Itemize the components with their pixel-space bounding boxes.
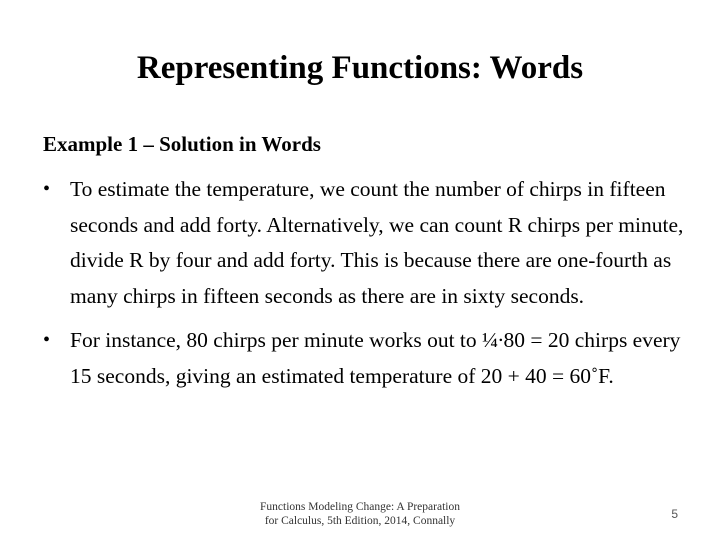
bullet-text: For instance, 80 chirps per minute works out to ¼∙80 = 20 chirps every 15 seconds, giving an estimated temperature of 20 + 40 = 60˚F. (70, 328, 681, 388)
slide-title: Representing Functions: Words (136, 50, 584, 86)
bullet-text: To estimate the temperature, we count the number of chirps in fifteen seconds and add forty. Alternatively, we can count R chirps per minute, divide R by four and add forty. This is because there are one-fourth as many chirps in fifteen seconds as there are in sixty seconds. (70, 177, 684, 308)
bullet-icon: • (43, 329, 51, 351)
footer-line-1: Functions Modeling Change: A Preparation (260, 501, 460, 513)
page-number: 5 (671, 507, 678, 521)
bullet-list (43, 172, 693, 394)
bullet-item-2 (43, 323, 693, 394)
footer-line-2: for Calculus, 5th Edition, 2014, Connally (264, 515, 456, 527)
bullet-icon: • (43, 178, 51, 200)
bullet-item-1 (43, 172, 693, 314)
footer-citation (240, 500, 480, 528)
example-subtitle: Example 1 – Solution in Words (43, 132, 321, 156)
